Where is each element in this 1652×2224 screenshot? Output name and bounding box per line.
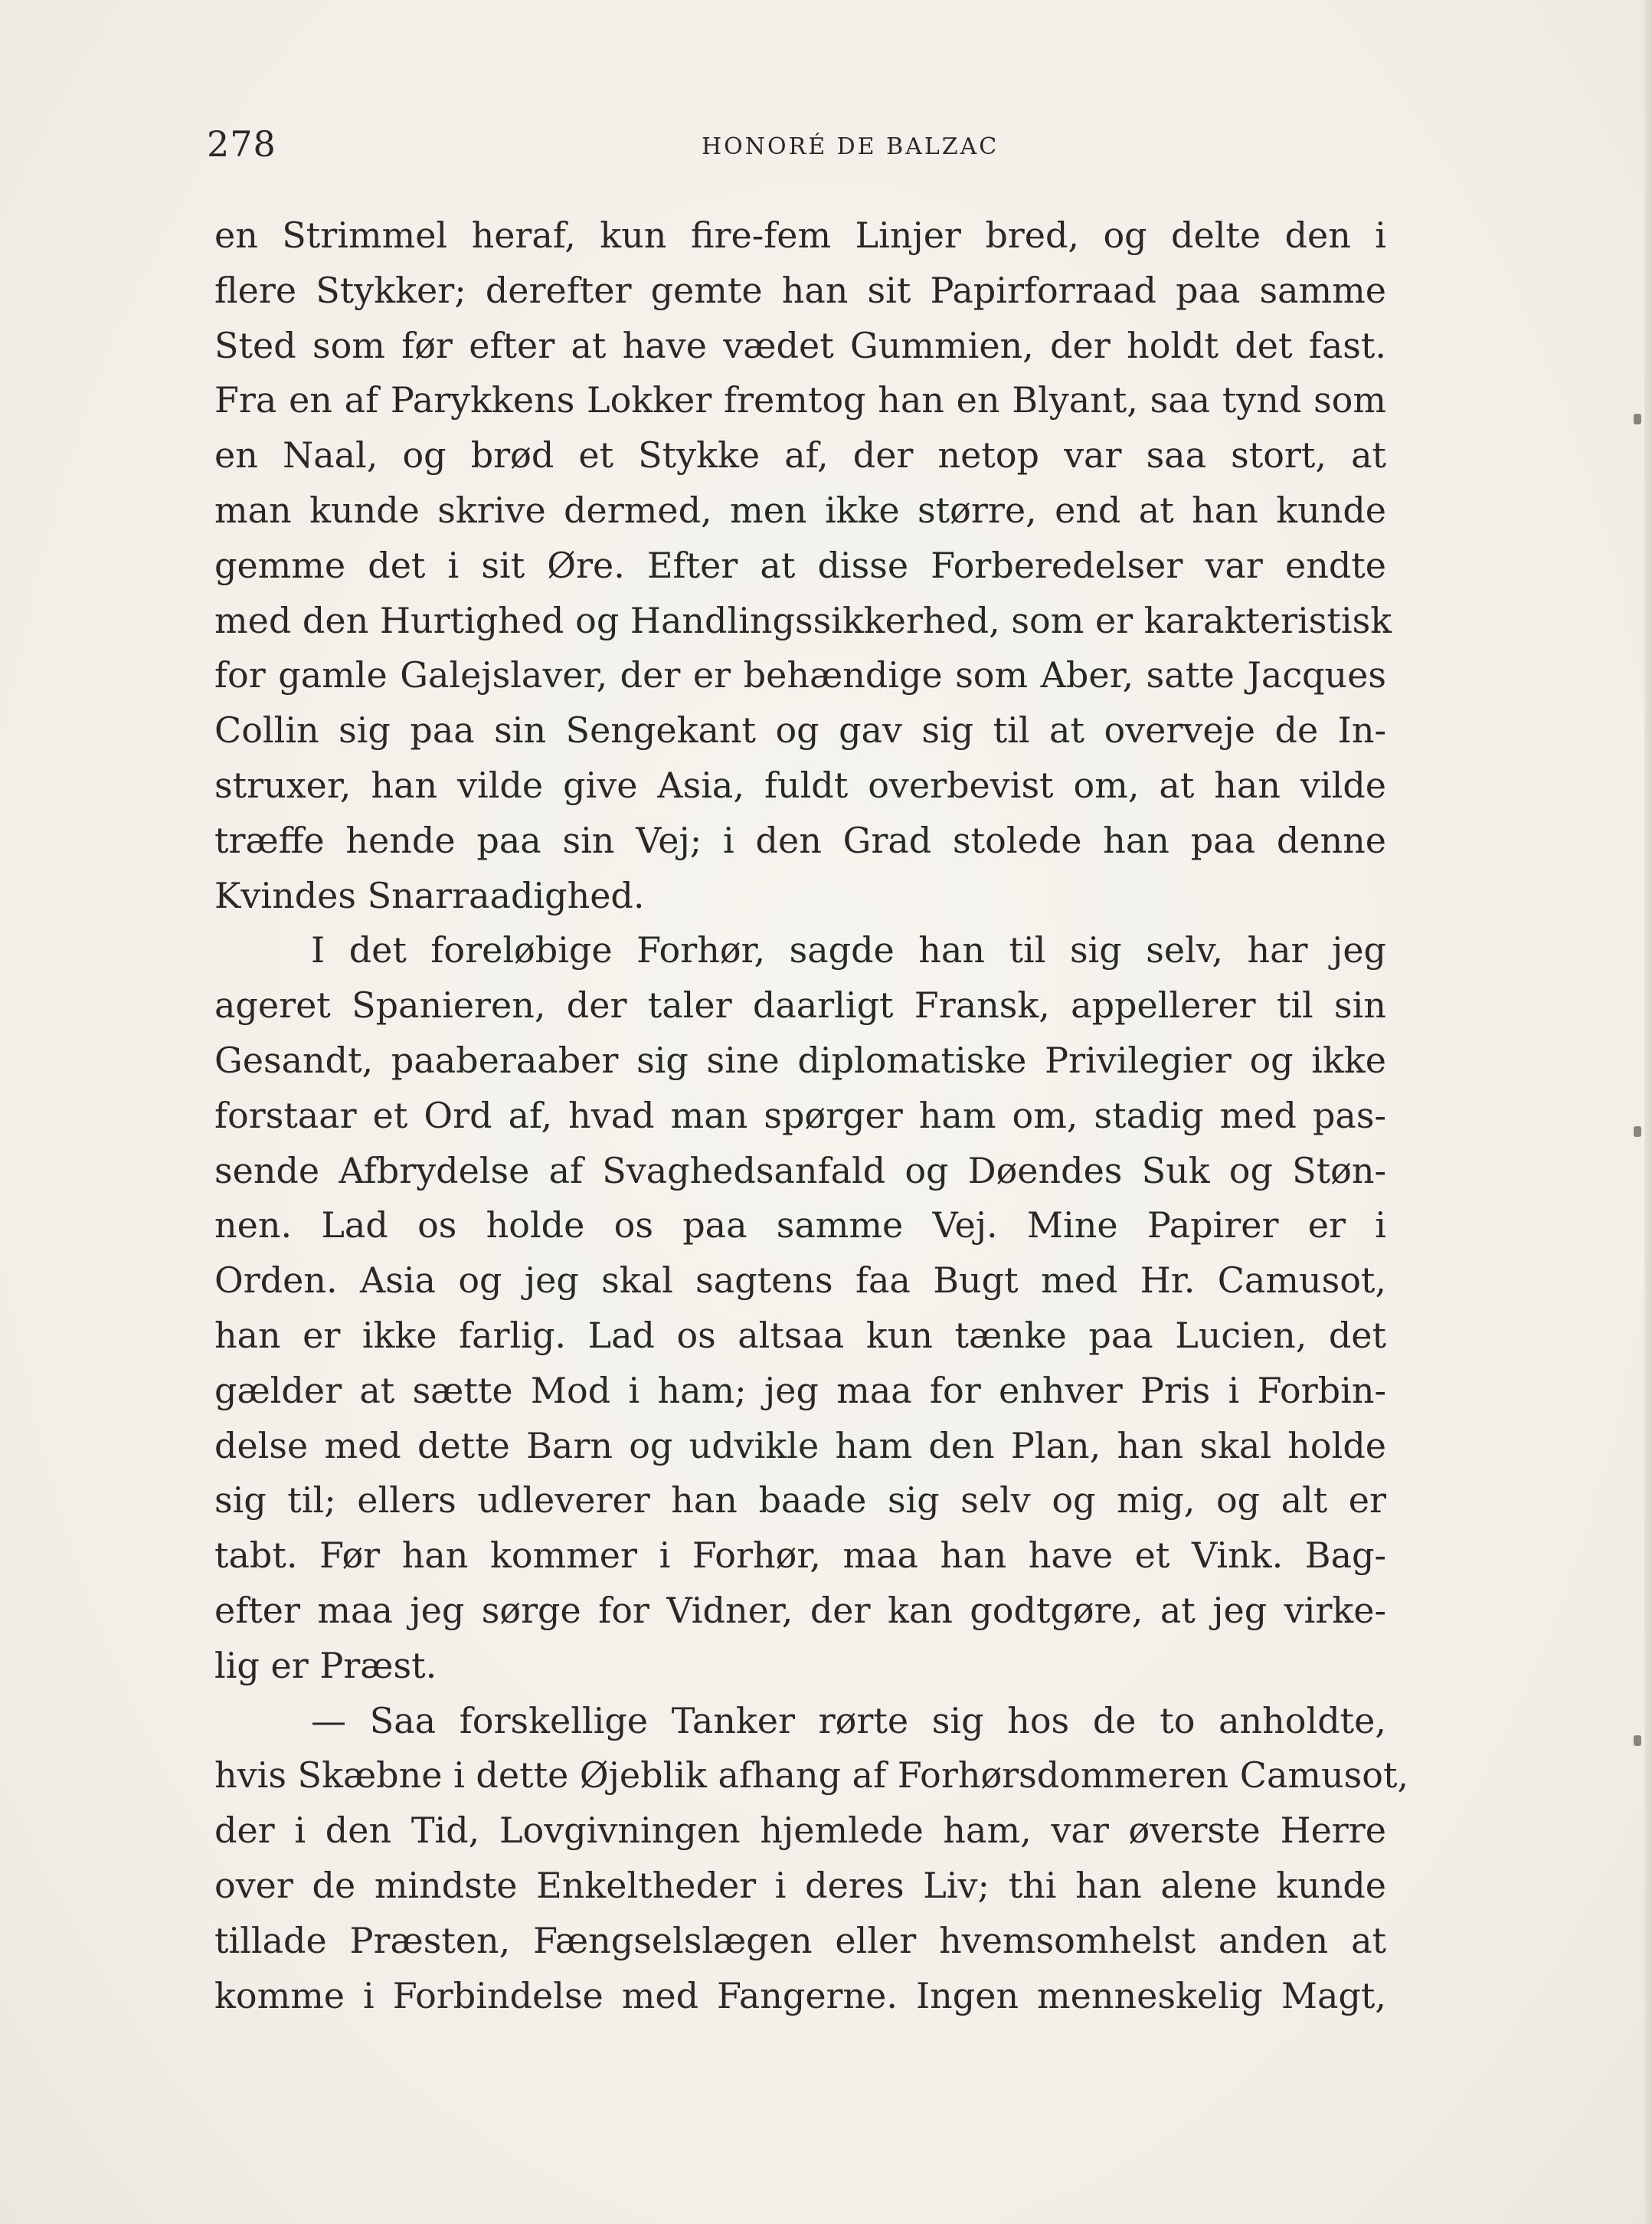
text-line: gemme det i sit Øre. Efter at disse Forberedelser var endte — [214, 544, 1386, 586]
text-line: for gamle Galejslaver, der er behændige som Aber, satte Jacques — [214, 654, 1386, 696]
text-line: sende Afbrydelse af Svaghedsanfald og Døendes Suk og Støn- — [214, 1149, 1386, 1191]
text-line: nen. Lad os holde os paa samme Vej. Mine Papirer er i — [214, 1204, 1386, 1246]
text-line: gælder at sætte Mod i ham; jeg maa for enhver Pris i Forbin- — [214, 1369, 1386, 1411]
text-line: komme i Forbindelse med Fangerne. Ingen menneskelig Magt, — [214, 1974, 1386, 2016]
text-line: tabt. Før han kommer i Forhør, maa han have et Vink. Bag- — [214, 1535, 1386, 1577]
text-line: med den Hurtighed og Handlingssikkerhed, som er karakteristisk — [214, 599, 1392, 641]
text-line: hvis Skæbne i dette Øjeblik afhang af Forhørsdommeren Camusot, — [214, 1754, 1409, 1797]
text-line: tillade Præsten, Fængselslægen eller hvemsomhelst anden at — [214, 1919, 1386, 1961]
margin-speck — [1634, 414, 1641, 424]
text-line: — Saa forskellige Tanker rørte sig hos de to anholdte, — [311, 1699, 1386, 1741]
text-line: Sted som før efter at have vædet Gummien, der holdt det fast. — [214, 324, 1386, 366]
text-line: Fra en af Parykkens Lokker fremtog han en Blyant, saa tynd som — [214, 379, 1386, 421]
text-line: en Naal, og brød et Stykke af, der netop var saa stort, at — [214, 434, 1386, 477]
text-line: over de mindste Enkeltheder i deres Liv; thi han alene kunde — [214, 1864, 1386, 1906]
text-line: sig til; ellers udleverer han baade sig selv og mig, og alt er — [214, 1479, 1386, 1521]
margin-speck — [1634, 1735, 1641, 1746]
page-edge — [1644, 0, 1652, 2224]
text-line: Gesandt, paaberaaber sig sine diplomatiske Privilegier og ikke — [214, 1039, 1386, 1081]
text-line: efter maa jeg sørge for Vidner, der kan godtgøre, at jeg virke- — [214, 1589, 1386, 1631]
text-line: Kvindes Snarraadighed. — [214, 874, 645, 916]
text-line: træffe hende paa sin Vej; i den Grad stolede han paa denne — [214, 819, 1386, 861]
text-line: I det foreløbige Forhør, sagde han til sig selv, har jeg — [311, 929, 1386, 971]
text-line: ageret Spanieren, der taler daarligt Fransk, appellerer til sin — [214, 984, 1386, 1027]
running-title: HONORÉ DE BALZAC — [702, 133, 999, 160]
text-line: forstaar et Ord af, hvad man spørger ham om, stadig med pas- — [214, 1094, 1386, 1136]
text-line: delse med dette Barn og udvikle ham den Plan, han skal holde — [214, 1424, 1386, 1466]
margin-speck — [1634, 1126, 1641, 1137]
body-text — [214, 208, 1409, 2023]
text-line: flere Stykker; derefter gemte han sit Papirforraad paa samme — [214, 269, 1386, 311]
text-line: struxer, han vilde give Asia, fuldt overbevist om, at han vilde — [214, 764, 1386, 806]
text-line: Orden. Asia og jeg skal sagtens faa Bugt med Hr. Camusot, — [214, 1259, 1386, 1302]
text-line: lig er Præst. — [214, 1644, 437, 1686]
text-line: der i den Tid, Lovgivningen hjemlede ham, var øverste Herre — [214, 1810, 1386, 1852]
text-line: man kunde skrive dermed, men ikke større, end at han kunde — [214, 489, 1386, 531]
page-number: 278 — [207, 123, 276, 165]
text-line: han er ikke farlig. Lad os altsaa kun tænke paa Lucien, det — [214, 1314, 1386, 1356]
text-line: en Strimmel heraf, kun fire-fem Linjer bred, og delte den i — [214, 215, 1386, 256]
text-line: Collin sig paa sin Sengekant og gav sig til at overveje de In- — [214, 709, 1386, 752]
